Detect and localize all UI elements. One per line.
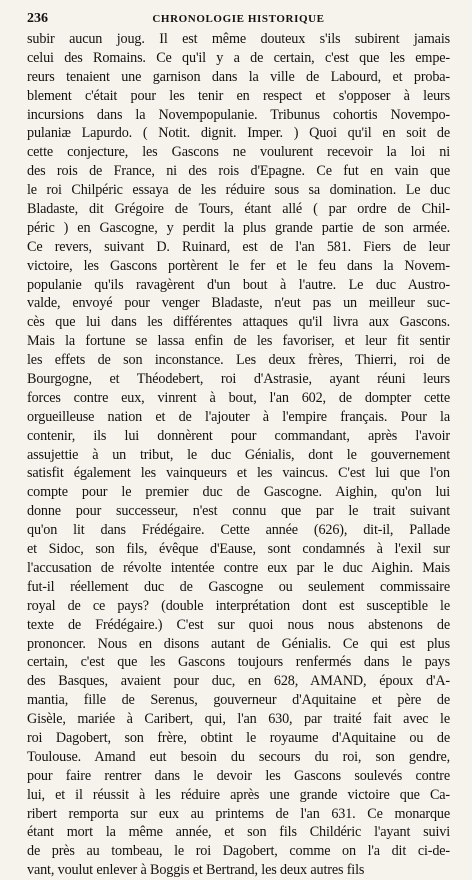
text-line: ribert remporta sur eux au printems de l'an 631. Ce monarque bbox=[27, 805, 450, 822]
text-line: pour faire rentrer dans le devoir les Gascons soulevés contre bbox=[27, 767, 450, 784]
text-line: assujettie à un tribut, le duc Génialis, dont le gouvernement bbox=[27, 446, 450, 463]
text-line: subir aucun joug. Il est même douteux s'ils subirent jamais bbox=[27, 31, 450, 47]
text-line: lui, et il réussit à les réduire après une grande victoire que Ca- bbox=[27, 786, 450, 803]
text-line: cette conjecture, les Gascons ne voulurent recevoir la loi ni bbox=[27, 144, 450, 161]
text-line: les effets de son inconstance. Les deux frères, Thierri, roi de bbox=[27, 352, 450, 369]
text-line: valde, envoyé pour venger Bladaste, n'eut pas un meilleur suc- bbox=[27, 295, 450, 312]
text-line: certain, c'est que les Gascons toujours renfermés dans le pays bbox=[27, 654, 450, 671]
text-line: compte pour le premier duc de Gascogne. Aighin, qu'on lui bbox=[27, 484, 450, 501]
text-line: victoire, les Gascons portèrent le fer et le feu dans la Novem- bbox=[27, 257, 450, 274]
text-line: cès que lui dans les différentes attaques qu'il livra aux Gascons. bbox=[27, 314, 450, 331]
text-line: mantia, fille de Serenus, gouverneur d'Aquitaine et père de bbox=[27, 692, 450, 709]
text-line: Bladaste, dit Grégoire de Tours, étant allé ( par ordre de Chil- bbox=[27, 201, 450, 218]
text-line: texte de Frédégaire.) C'est sur quoi nous nous abstenons de bbox=[27, 616, 450, 633]
text-line: populanie qu'ils ravagèrent d'un bout à l'autre. Le duc Austro- bbox=[27, 276, 450, 293]
text-line: prononcer. Nous en disons autant de Génialis. Ce qui est plus bbox=[27, 635, 450, 652]
text-line: incursions dans la Novempopulanie. Tribunus cohortis Novempo- bbox=[27, 106, 450, 123]
text-line: fut-il réellement duc de Gascogne ou seulement commissaire bbox=[27, 578, 450, 595]
text-line: roi Dagobert, son frère, obtint le royaume d'Aquitaine ou de bbox=[27, 729, 450, 746]
text-line: celui des Romains. Ce qu'il y a de certain, c'est que les empe- bbox=[27, 49, 450, 66]
text-line: étant mort la même année, et son fils Childéric l'ayant suivi bbox=[27, 824, 450, 841]
page-header bbox=[27, 10, 450, 30]
text-line: et Sidoc, son fils, évêque d'Eause, sont condamnés à l'exil sur bbox=[27, 541, 450, 558]
running-head: CHRONOLOGIE HISTORIQUE bbox=[152, 13, 325, 25]
text-line: donne pour successeur, n'est connu que par le trait suivant bbox=[27, 503, 450, 520]
text-line: contenir, ils lui donnèrent pour commandant, après l'avoir bbox=[27, 427, 450, 444]
text-line: Bourgogne, et Théodebert, roi d'Astrasie, ayant réuni leurs bbox=[27, 371, 450, 388]
text-line: Ce revers, suivant D. Ruinard, est de l'an 581. Fiers de leur bbox=[27, 238, 450, 255]
text-line: qu'on lit dans Frédégaire. Cette année (626), dit-il, Pallade bbox=[27, 522, 450, 539]
text-line: satisfit également les vainqueurs et les vaincus. C'est lui que l'on bbox=[27, 465, 450, 482]
page-number: 236 bbox=[27, 11, 48, 26]
text-line: royal de ce pays? (double interprétation dont est susceptible le bbox=[27, 597, 450, 614]
text-line: blement c'était pour les tenir en respect et s'opposer à leurs bbox=[27, 87, 450, 104]
text-line: vant, voulut enlever à Boggis et Bertrand, les deux autres fils bbox=[27, 862, 365, 879]
text-line: péric ) en Gascogne, y perdit la plus grande partie de son armée. bbox=[27, 219, 450, 236]
text-line: des rois de France, ni des rois d'Epagne. Ce fut en vain que bbox=[27, 163, 450, 180]
text-line: forces contre eux, vinrent à bout, l'an 602, de dompter cette bbox=[27, 389, 450, 406]
text-line: pulaniæ Lapurdo. ( Notit. dignit. Imper. ) Quoi qu'il en soit de bbox=[27, 125, 450, 142]
text-line: Mais la fortune se lassa enfin de les favoriser, et leur fit sentir bbox=[27, 333, 450, 350]
body-text bbox=[27, 30, 450, 880]
text-line: le roi Chilpéric essaya de les réduire sous sa domination. Le duc bbox=[27, 182, 450, 199]
text-line: l'accusation de révolte intentée contre eux par le duc Aighin. Mais bbox=[27, 559, 450, 576]
text-line: de près au tombeau, le roi Dagobert, comme on l'a dit ci-de- bbox=[27, 843, 450, 860]
text-line: orgueilleuse nation et de l'ajouter à l'empire français. Pour la bbox=[27, 408, 450, 425]
text-line: reurs tenaient une garnison dans la ville de Labourd, et proba- bbox=[27, 68, 450, 85]
text-line: Gisèle, mariée à Caribert, qui, l'an 630, par traité fait avec le bbox=[27, 711, 450, 728]
text-line: des Basques, avaient pour duc, en 628, AMAND, époux d'A- bbox=[27, 673, 450, 690]
text-line: Toulouse. Amand eut besoin du secours du roi, son gendre, bbox=[27, 748, 450, 765]
